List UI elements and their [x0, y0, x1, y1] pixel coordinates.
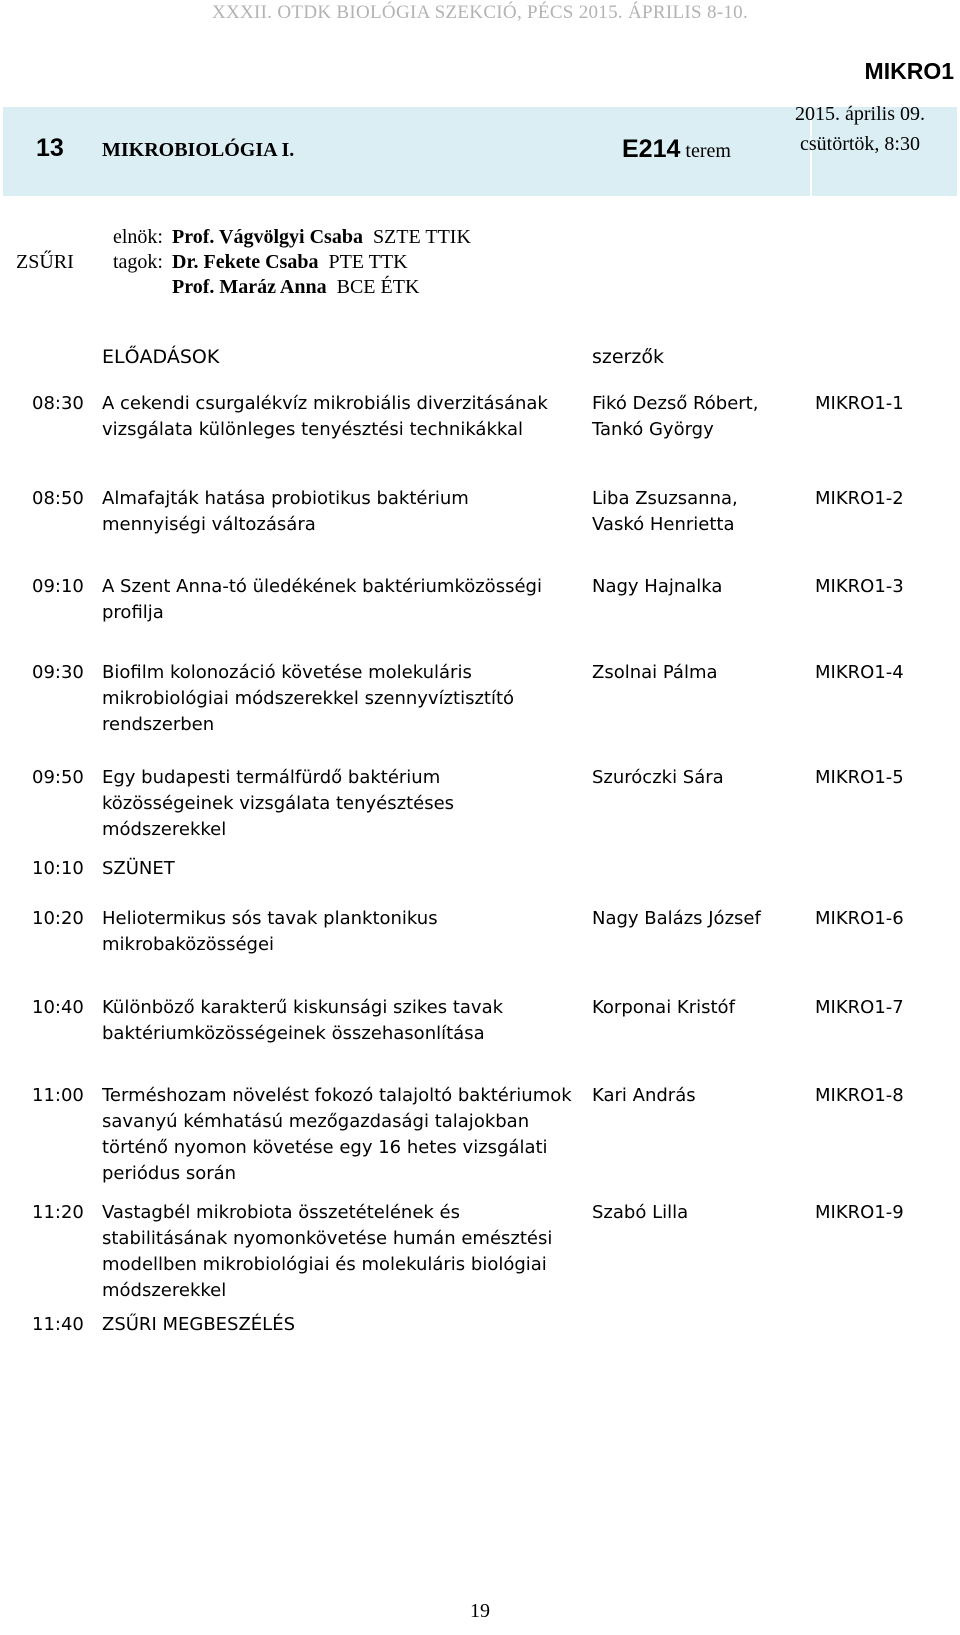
- talk-code: MIKRO1-3: [815, 576, 904, 597]
- talk-code: MIKRO1-6: [815, 908, 904, 929]
- session-date: [760, 99, 960, 159]
- talk-time: 08:30: [32, 393, 84, 414]
- jury-name: Dr. Fekete Csaba: [172, 251, 319, 273]
- talk-title: Terméshozam növelést fokozó talajoltó baktériumok savanyú kémhatású mezőgazdasági talajokban történő nyomon követése egy 16 hetes vizsgálati periódus során: [102, 1085, 572, 1184]
- talk-time: 11:00: [32, 1085, 84, 1106]
- jury-role: elnök:: [113, 226, 163, 248]
- jury-label: ZSŰRI: [16, 251, 74, 273]
- talk-code: MIKRO1-8: [815, 1085, 904, 1106]
- talk-author: Kari András: [592, 1085, 696, 1106]
- talk-title: SZÜNET: [102, 858, 175, 879]
- session-name: MIKROBIOLÓGIA I.: [102, 139, 295, 161]
- jury-member: [113, 251, 408, 274]
- talk-authors: [592, 995, 792, 1021]
- room-word: terem: [685, 140, 731, 162]
- talk-title: Biofilm kolonozáció követése molekuláris mikrobiológiai módszerekkel szennyvíztisztító rendszerben: [102, 662, 515, 735]
- talk-title: Különböző karakterű kiskunsági szikes tavak baktériumközösségeinek összehasonlítása: [102, 997, 504, 1044]
- talk-title: ZSŰRI MEGBESZÉLÉS: [102, 1314, 295, 1335]
- jury-member: [113, 226, 471, 249]
- talk-author: Nagy Hajnalka: [592, 576, 723, 597]
- talk-code: MIKRO1-9: [815, 1202, 904, 1223]
- talk-author: Nagy Balázs József: [592, 908, 761, 929]
- talk-title: Egy budapesti termálfürdő baktérium közösségeinek vizsgálata tenyésztéses módszerekkel: [102, 767, 455, 840]
- talk-time: 11:20: [32, 1202, 84, 1223]
- session-number: 13: [36, 134, 64, 162]
- talk-time: 09:30: [32, 662, 84, 683]
- talk-time: 10:10: [32, 858, 84, 879]
- session-room: [622, 135, 731, 164]
- jury-affiliation: BCE ÉTK: [336, 276, 420, 298]
- running-header: XXXII. OTDK BIOLÓGIA SZEKCIÓ, PÉCS 2015. ÁPRILIS 8-10.: [211, 2, 749, 23]
- talk-authors: [592, 1083, 792, 1109]
- authors-column-header: szerzők: [592, 346, 664, 368]
- talk-author: Zsolnai Pálma: [592, 662, 718, 683]
- talk-author: Szabó Lilla: [592, 1202, 689, 1223]
- talks-column-header: ELŐADÁSOK: [102, 346, 220, 368]
- talk-code: MIKRO1-4: [815, 662, 904, 683]
- page-number: 19: [470, 1600, 490, 1622]
- talk-authors: [592, 1200, 792, 1226]
- session-banner: [3, 103, 957, 196]
- session-date-line1: 2015. április 09.: [795, 103, 925, 125]
- talk-title: Heliotermikus sós tavak planktonikus mikrobaközösségei: [102, 908, 438, 955]
- talk-title: Vastagbél mikrobiota összetételének és stabilitásának nyomonkövetése humán emésztési modellben mikrobiológiai és molekuláris biológiai módszerekkel: [102, 1202, 553, 1301]
- talk-time: 10:40: [32, 997, 84, 1018]
- jury-affiliation: PTE TTK: [328, 251, 408, 273]
- talk-authors: [592, 486, 792, 538]
- talk-authors: [592, 765, 792, 791]
- talk-author: Korponai Kristóf: [592, 997, 735, 1018]
- talk-code: MIKRO1-7: [815, 997, 904, 1018]
- talk-authors: [592, 660, 792, 686]
- talk-code: MIKRO1-2: [815, 488, 904, 509]
- jury-name: Prof. Vágvölgyi Csaba: [172, 226, 363, 248]
- talk-authors: [592, 574, 792, 600]
- jury-role: tagok:: [113, 251, 163, 273]
- jury-affiliation: SZTE TTIK: [372, 226, 471, 248]
- talk-author: Fikó Dezső Róbert,: [592, 393, 759, 414]
- talk-title: A Szent Anna-tó üledékének baktériumközösségi profilja: [102, 576, 542, 623]
- talk-code: MIKRO1-1: [815, 393, 904, 414]
- talk-time: 09:10: [32, 576, 84, 597]
- session-date-line2: csütörtök, 8:30: [800, 133, 920, 155]
- talk-author: Tankó György: [592, 419, 714, 440]
- talk-authors: [592, 391, 792, 443]
- section-code: MIKRO1: [864, 58, 954, 84]
- talk-time: 11:40: [32, 1314, 84, 1335]
- talk-author: Szuróczki Sára: [592, 767, 724, 788]
- talk-author: Liba Zsuzsanna,: [592, 488, 738, 509]
- room-code: E214: [622, 135, 681, 163]
- talk-author: Vaskó Henrietta: [592, 514, 735, 535]
- talk-time: 10:20: [32, 908, 84, 929]
- talk-code: MIKRO1-5: [815, 767, 904, 788]
- talk-authors: [592, 906, 792, 932]
- jury-name: Prof. Maráz Anna: [172, 276, 327, 298]
- talk-title: Almafajták hatása probiotikus baktérium mennyiségi változására: [102, 488, 469, 535]
- talk-title: A cekendi csurgalékvíz mikrobiális diverzitásának vizsgálata különleges tenyésztési technikákkal: [102, 393, 548, 440]
- jury-member: [113, 276, 419, 299]
- talk-time: 08:50: [32, 488, 84, 509]
- talk-time: 09:50: [32, 767, 84, 788]
